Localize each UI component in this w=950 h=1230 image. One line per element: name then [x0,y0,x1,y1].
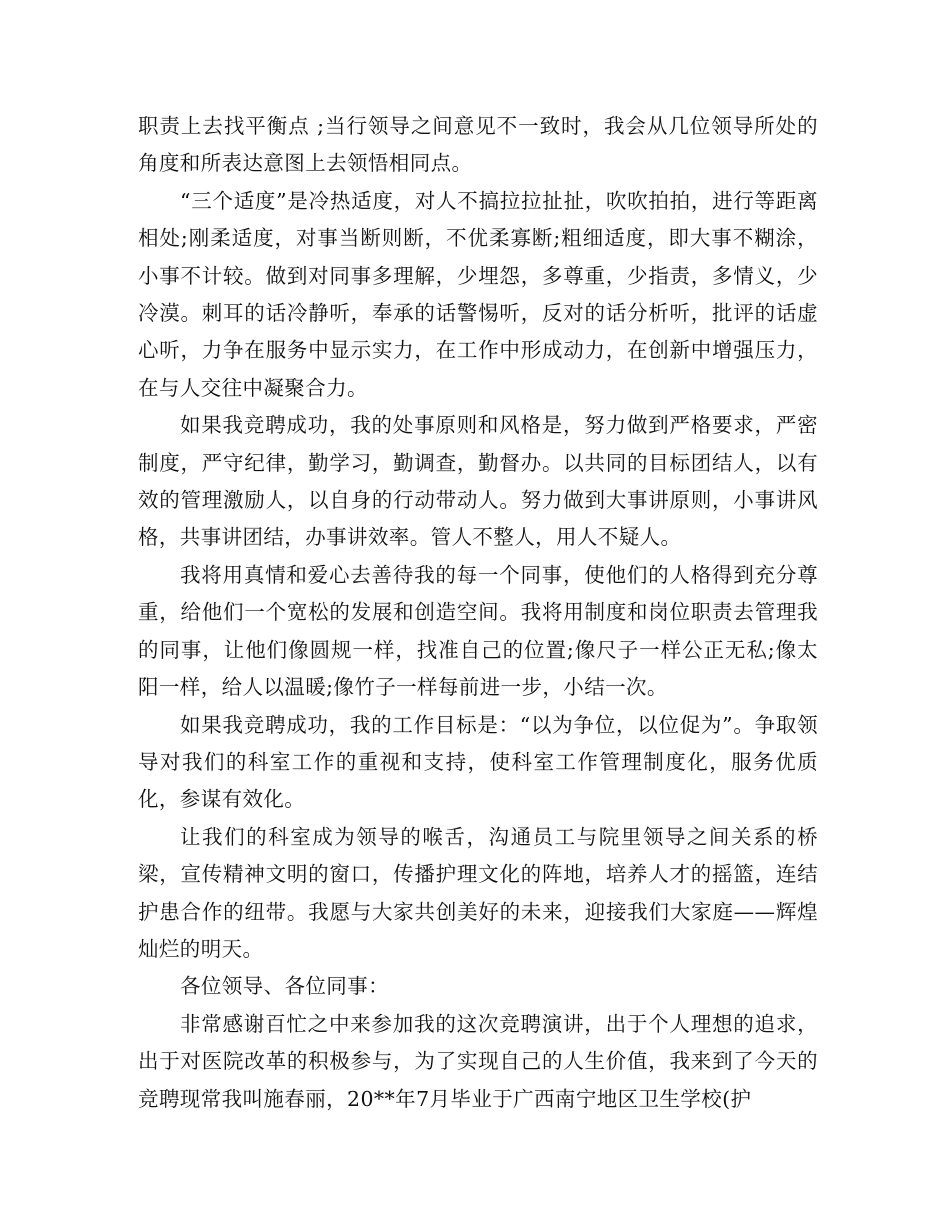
document-body [138,108,818,1118]
paragraph-5: 如果我竞聘成功，我的工作目标是：“以为争位，以位促为”。争取领导对我们的科室工作的重视和支持，使科室工作管理制度化，服务优质化，参谋有效化。 [138,712,818,812]
paragraph-6: 让我们的科室成为领导的喉舌，沟通员工与院里领导之间关系的桥梁，宣传精神文明的窗口，传播护理文化的阵地，培养人才的摇篮，连结护患合作的纽带。我愿与大家共创美好的未来，迎接我们大家庭——辉煌灿烂的明天。 [138,824,818,961]
paragraph-3: 如果我竞聘成功，我的处事原则和风格是，努力做到严格要求，严密制度，严守纪律，勤学习，勤调查，勤督办。以共同的目标团结人，以有效的管理激励人，以自身的行动带动人。努力做到大事讲原则，小事讲风格，共事讲团结，办事讲效率。管人不整人，用人不疑人。 [138,413,818,550]
paragraph-8: 非常感谢百忙之中来参加我的这次竞聘演讲，出于个人理想的追求，出于对医院改革的积极参与，为了实现自己的人生价值，我来到了今天的竞聘现常我叫施春丽，20**年7月毕业于广西南宁地区卫生学校(护 [138,1011,818,1111]
paragraph-4: 我将用真情和爱心去善待我的每一个同事，使他们的人格得到充分尊重，给他们一个宽松的发展和创造空间。我将用制度和岗位职责去管理我的同事，让他们像圆规一样，找准自己的位置;像尺子一样公正无私;像太阳一样，给人以温暖;像竹子一样每前进一步，小结一次。 [138,562,818,700]
paragraph-7-salutation: 各位领导、各位同事： [180,974,389,999]
paragraph-2: “三个适度”是冷热适度，对人不搞拉拉扯扯，吹吹拍拍，进行等距离相处;刚柔适度，对事当断则断，不优柔寡断;粗细适度，即大事不糊涂，小事不计较。做到对同事多理解，少埋怨，多尊重，少指责，多情义，少冷漠。刺耳的话冷静听，奉承的话警惕听，反对的话分析听，批评的话虚心听，力争在服务中显示实力，在工作中形成动力，在创新中增强压力，在与人交往中凝聚合力。 [138,188,818,400]
paragraph-1: 职责上去找平衡点 ;当行领导之间意见不一致时，我会从几位领导所处的角度和所表达意图上去领悟相同点。 [138,114,818,176]
